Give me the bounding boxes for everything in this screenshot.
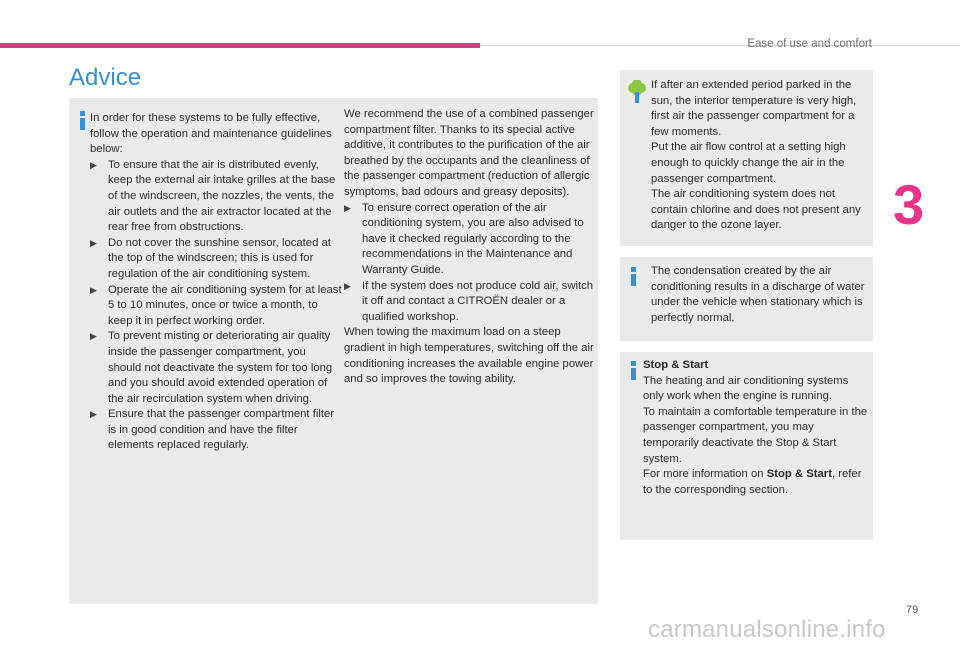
eco-note-p1: If after an extended period parked in the sun, the interior temperature is very high, first air the passenger compartment for a few moments. xyxy=(651,79,857,138)
info-icon xyxy=(76,111,90,129)
list-item: ▶ If the system does not produce cold air, switch it off and contact a CITROËN dealer or a qualified workshop. xyxy=(344,279,594,323)
stop-start-p2: To maintain a comfortable temperature in the passenger compartment, you may temporarily deactivate the Stop & Start system. xyxy=(643,405,868,465)
list-item: ▶ Ensure that the passenger compartment filter is in good condition and have the filter elements replaced regularly. xyxy=(90,408,335,452)
advice-middle-column xyxy=(344,107,596,388)
section-title: Advice xyxy=(69,64,142,91)
eco-note-p3: The air conditioning system does not contain chlorine and does not present any danger to the ozone layer. xyxy=(651,188,861,232)
chapter-number: 3 xyxy=(893,173,925,236)
page-number: 79 xyxy=(906,604,919,616)
stop-start-p3: For more information on Stop & Start, refer to the corresponding section. xyxy=(643,468,862,496)
list-item: ▶ Do not cover the sunshine sensor, located at the top of the windscreen; this is used for regulation of the air conditioning system. xyxy=(90,236,331,280)
arrow-bullet-icon: ▶ xyxy=(90,159,97,170)
filter-paragraph: We recommend the use of a combined passenger compartment filter. Thanks to its special active additive, it contributes to the purification of the air breathed by the occupants and the cleanliness of the passenger compartment (reduction of allergic symptoms, bad odours and greasy deposits). xyxy=(344,108,594,198)
arrow-bullet-icon: ▶ xyxy=(90,284,97,295)
info-icon xyxy=(627,361,641,379)
header-accent-bar xyxy=(0,43,480,48)
header-rule xyxy=(480,45,960,46)
eco-tree-icon xyxy=(627,80,647,104)
arrow-bullet-icon: ▶ xyxy=(344,280,351,291)
arrow-bullet-icon: ▶ xyxy=(344,202,351,213)
stop-start-title: Stop & Start xyxy=(643,359,709,371)
arrow-bullet-icon: ▶ xyxy=(90,409,97,420)
info-icon xyxy=(627,267,641,285)
arrow-bullet-icon: ▶ xyxy=(90,331,97,342)
list-item: ▶ Operate the air conditioning system for at least 5 to 10 minutes, once or twice a month, to keep it in perfect working order. xyxy=(90,283,342,327)
list-item: ▶ To prevent misting or deteriorating air quality inside the passenger compartment, you should not deactivate the system for too long and you should avoid extended operation of the air recirculation system when driving. xyxy=(90,330,333,405)
eco-note-p2: Put the air flow control at a setting high enough to quickly change the air in the passenger compartment. xyxy=(651,141,846,185)
list-item: ▶ To ensure that the air is distributed evenly, keep the external air intake grilles at the base of the windscreen, the nozzles, the vents, the air outlets and the air extractor located at the rear free from obstructions. xyxy=(90,158,336,234)
advice-intro: In order for these systems to be fully effective, follow the operation and maintenance guidelines below: xyxy=(90,112,332,156)
towing-paragraph: When towing the maximum load on a steep gradient in high temperatures, switching off the air conditioning increases the available engine power and so improves the towing ability. xyxy=(344,326,594,386)
stop-start-text xyxy=(643,358,868,498)
advice-left-column xyxy=(90,111,342,454)
condensation-note-text: The condensation created by the air conditioning results in a discharge of water under the vehicle when stationary which is perfectly normal. xyxy=(651,265,865,324)
chapter-title: Ease of use and comfort xyxy=(747,38,872,50)
list-item: ▶ To ensure correct operation of the air conditioning system, you are also advised to have it checked regularly according to the recommendations in the Maintenance and Warranty Guide. xyxy=(344,201,584,276)
stop-start-p1: The heating and air conditioning systems only work when the engine is running. xyxy=(643,374,849,403)
eco-note-text xyxy=(651,78,866,234)
arrow-bullet-icon: ▶ xyxy=(90,237,97,248)
watermark: carmanualsonline.info xyxy=(648,616,886,643)
